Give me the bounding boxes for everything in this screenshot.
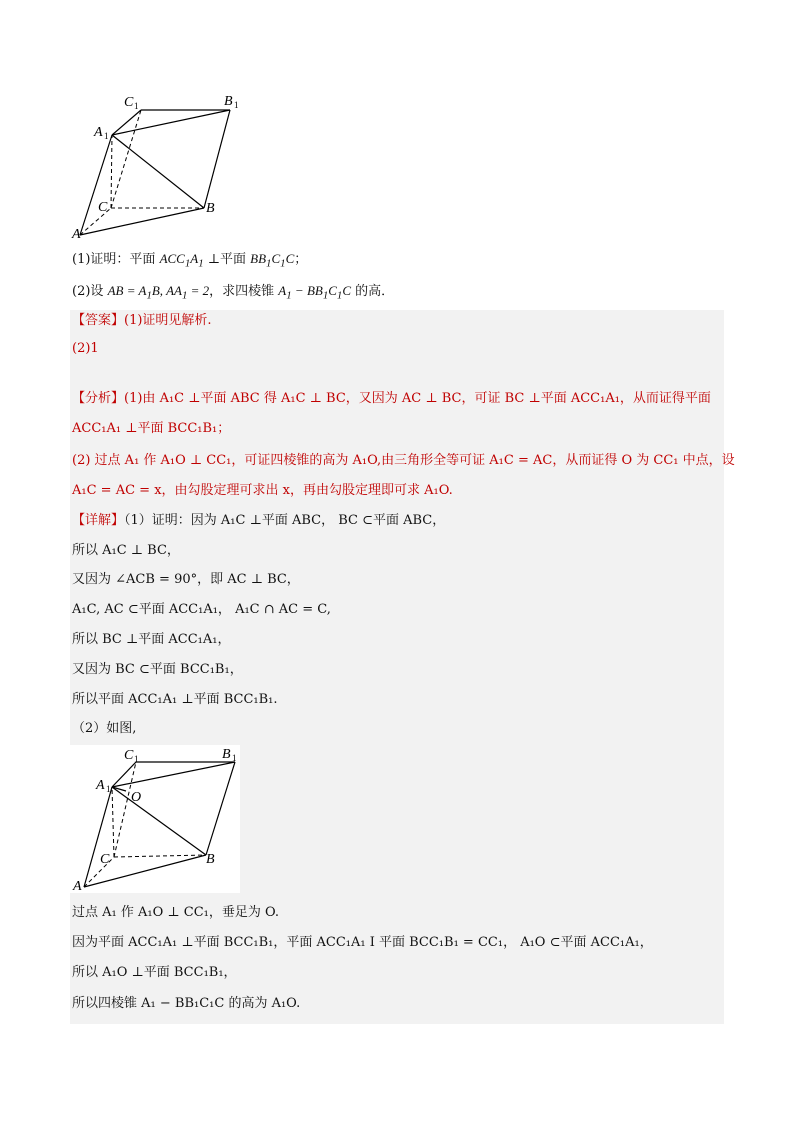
label-O: O [131,790,142,805]
edge-AA1 [84,787,112,887]
answer-tag: 【答案】 [72,313,125,328]
edge-A1B1 [112,762,235,787]
detail-line-7: 所以平面 ACC₁A₁ ⊥平面 BCC₁B₁. [72,692,278,707]
edge-B1B [206,762,235,855]
detail-line-5: 所以 BC ⊥平面 ACC₁A₁， [72,632,231,647]
answer-line-1: 【答案】(1)证明见解析. [72,313,212,328]
label-C1: C [124,748,134,763]
detail-tag: 【详解】 [72,513,125,528]
edge-CA1-hidden [111,135,112,208]
edge-A1B1 [112,110,230,135]
svg-text:1: 1 [134,754,139,764]
answer-line-2: (2)1 [72,341,99,356]
label-A: A [73,879,82,893]
detail-line-6: 又因为 BC ⊂平面 BCC₁B₁， [72,662,243,677]
svg-text:1: 1 [234,100,239,110]
analysis-line-4: A₁C = AC = x，由勾股定理可求出 x，再由勾股定理即可求 A₁O. [72,483,453,498]
detail-line-2: 所以 A₁C ⊥ BC， [72,543,180,558]
label-C: C [98,200,108,215]
label-A1: A [96,778,105,793]
detail-line-12: 所以四棱锥 A₁ − BB₁C₁C 的高为 A₁O. [72,996,301,1011]
svg-text:1: 1 [134,101,139,111]
prism-figure-1 [70,90,250,240]
label-A: A [72,227,81,240]
edge-A1B [112,135,204,208]
edge-CC1-hidden [114,762,136,857]
detail-line-3: 又因为 ∠ACB = 90°，即 AC ⊥ BC， [72,572,300,587]
label-B1: B [224,94,233,109]
label-B: B [206,201,215,216]
problem-part2: (2)设 AB = $A_1B$, $AA_1 = 2$，求四棱锥 $A_1 - BB_1C_1C$ 的高． [72,283,395,302]
analysis-line-3: (2) 过点 A₁ 作 A₁O ⊥ CC₁，可证四棱锥的高为 A₁O,由三角形全等可证 A₁C = AC，从而证得 O 为 CC₁ 中点，设 [72,453,735,468]
detail-line-11: 所以 A₁O ⊥平面 BCC₁B₁， [72,965,237,980]
analysis-tag: 【分析】 [72,391,125,406]
label-B1: B [222,747,231,762]
detail-line-4: A₁C, AC ⊂平面 ACC₁A₁， A₁C ∩ AC = C, [72,602,331,617]
edge-AA1 [80,135,112,235]
edge-A1B [112,787,206,855]
label-C1: C [124,95,134,110]
analysis-line-2: ACC₁A₁ ⊥平面 BCC₁B₁； [72,421,231,436]
edge-B1B [204,110,230,208]
label-B: B [206,852,215,867]
label-A1: A [94,125,103,140]
detail-line-10: 因为平面 ACC₁A₁ ⊥平面 BCC₁B₁，平面 ACC₁A₁ I 平面 BCC₁B₁ = CC₁， A₁O ⊂平面 ACC₁A₁， [72,935,653,950]
analysis-line-1: 【分析】(1)由 A₁C ⊥平面 ABC 得 A₁C ⊥ BC，又因为 AC ⊥ BC，可证 BC ⊥平面 ACC₁A₁，从而证得平面 [72,391,711,406]
prism-figure-2 [70,745,240,893]
detail-line-1: 【详解】（1）证明：因为 A₁C ⊥平面 ABC， BC ⊂平面 ABC， [72,513,446,528]
svg-text:1: 1 [232,753,237,763]
edge-CA1-hidden [112,787,114,857]
edge-CC1-hidden [111,110,141,208]
detail-line-8: （2）如图, [72,721,137,736]
problem-part1: (1)证明：平面 $ACC_1A_1$ ⊥平面 $BB_1C_1C$； [72,251,308,270]
edge-A1C1 [112,110,141,135]
svg-text:1: 1 [106,784,111,794]
label-C: C [100,852,110,867]
detail-line-9: 过点 A₁ 作 A₁O ⊥ CC₁，垂足为 O. [72,905,280,920]
edge-CB-hidden [114,855,206,857]
svg-text:1: 1 [104,131,109,141]
